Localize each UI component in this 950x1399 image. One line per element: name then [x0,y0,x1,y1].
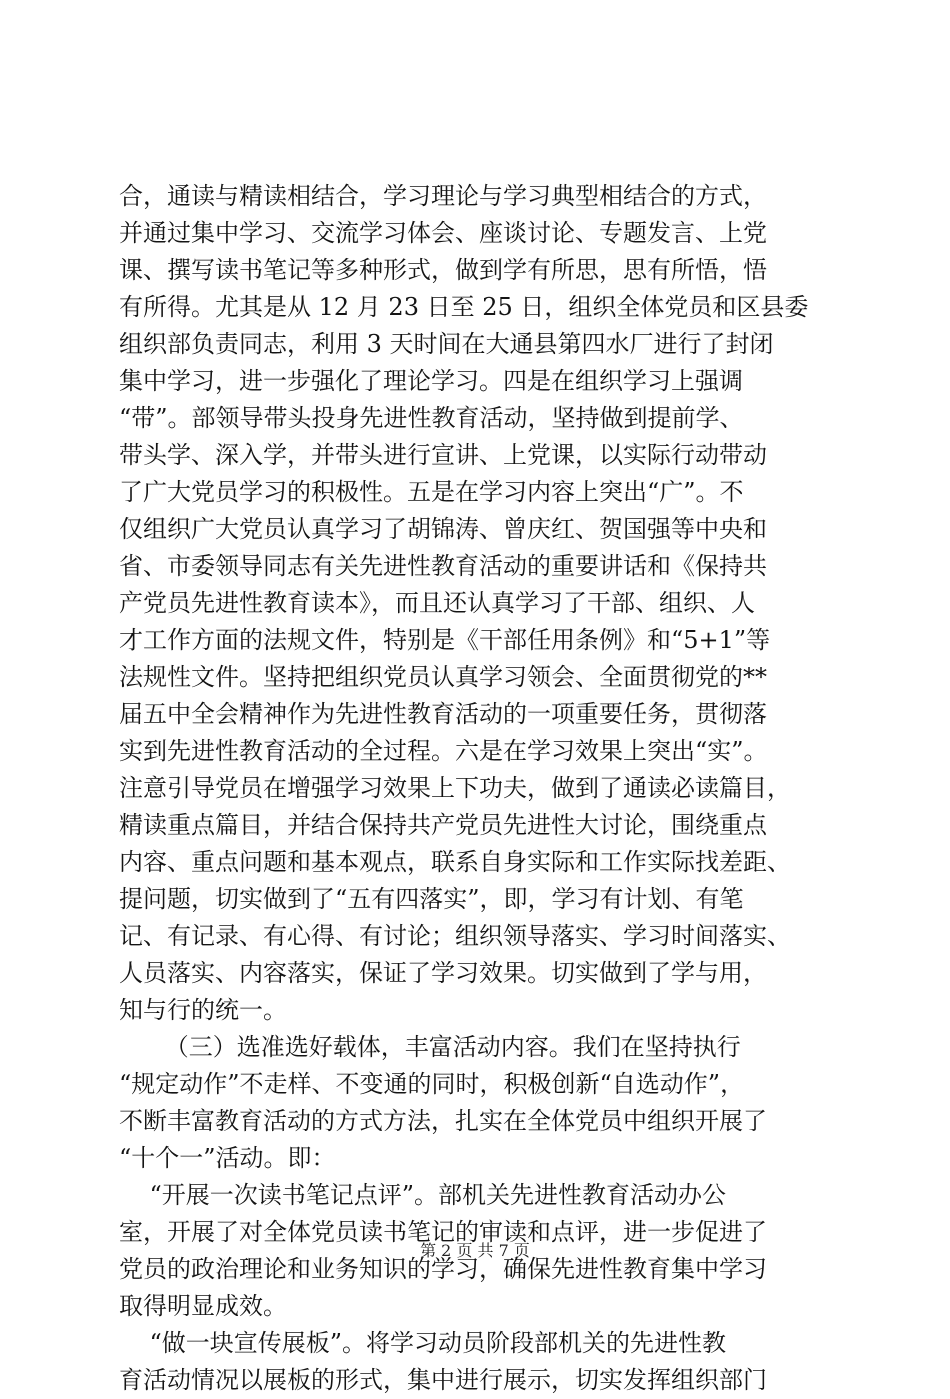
text-line: 并通过集中学习、交流学习体会、座谈讨论、专题发言、上党 [119,219,767,247]
text-line: 才工作方面的法规文件，特别是《干部任用条例》和“5+1”等 [119,626,771,654]
text-line: 实到先进性教育活动的全过程。六是在学习效果上突出“实”。 [119,737,768,765]
text-line: 育活动情况以展板的形式，集中进行展示，切实发挥组织部门 [119,1366,767,1394]
text-line: “开展一次读书笔记点评”。部机关先进性教育活动办公 [119,1181,727,1209]
text-line: 了广大党员学习的积极性。五是在学习内容上突出“广”。不 [119,478,744,506]
text-line: 提问题，切实做到了“五有四落实”，即，学习有计划、有笔 [119,885,744,913]
page-number-footer: 第 2 页 共 7 页 [420,1241,530,1260]
text-line: 届五中全会精神作为先进性教育活动的一项重要任务，贯彻落 [119,700,767,728]
text-line: 注意引导党员在增强学习效果上下功夫，做到了通读必读篇目， [119,774,791,802]
text-line: “规定动作”不走样、不变通的同时，积极创新“自选动作”， [119,1070,745,1098]
text-line: 组织部负责同志，利用 3 天时间在大通县第四水厂进行了封闭 [119,330,774,358]
text-line: “做一块宣传展板”。将学习动员阶段部机关的先进性教 [119,1329,727,1357]
text-line: 知与行的统一。 [119,996,287,1024]
text-line: 集中学习，进一步强化了理论学习。四是在组织学习上强调 [119,367,743,395]
text-line: 课、撰写读书笔记等多种形式，做到学有所思，思有所悟，悟 [119,256,767,284]
section-heading-line: （三）选准选好载体，丰富活动内容。我们在坚持执行 [119,1033,741,1061]
text-line: 法规性文件。坚持把组织党员认真学习领会、全面贯彻党的** [119,663,767,691]
text-line: 精读重点篇目，并结合保持共产党员先进性大讨论，围绕重点 [119,811,767,839]
text-line: “带”。部领导带头投身先进性教育活动，坚持做到提前学、 [119,404,744,432]
text-line: 取得明显成效。 [119,1292,287,1320]
text-line: “十个一”活动。即： [119,1144,336,1172]
text-line: 党员的政治理论和业务知识的学习，确保先进性教育集中学习 [119,1255,767,1283]
text-line: 内容、重点问题和基本观点，联系自身实际和工作实际找差距、 [119,848,791,876]
text-line: 产党员先进性教育读本》，而且还认真学习了干部、组织、人 [119,589,755,617]
text-line: 室，开展了对全体党员读书笔记的审读和点评，进一步促进了 [119,1218,767,1246]
text-line: 记、有记录、有心得、有讨论；组织领导落实、学习时间落实、 [119,922,791,950]
text-line: 仅组织广大党员认真学习了胡锦涛、曾庆红、贺国强等中央和 [119,515,767,543]
document-body [119,178,839,1399]
text-line: 有所得。尤其是从 12 月 23 日至 25 日，组织全体党员和区县委 [119,293,809,321]
text-line: 省、市委领导同志有关先进性教育活动的重要讲话和《保持共 [119,552,767,580]
text-line: 人员落实、内容落实，保证了学习效果。切实做到了学与用， [119,959,767,987]
text-line: 不断丰富教育活动的方式方法，扎实在全体党员中组织开展了 [119,1107,767,1135]
text-line: 合，通读与精读相结合，学习理论与学习典型相结合的方式， [119,182,767,210]
text-line: 带头学、深入学，并带头进行宣讲、上党课，以实际行动带动 [119,441,767,469]
